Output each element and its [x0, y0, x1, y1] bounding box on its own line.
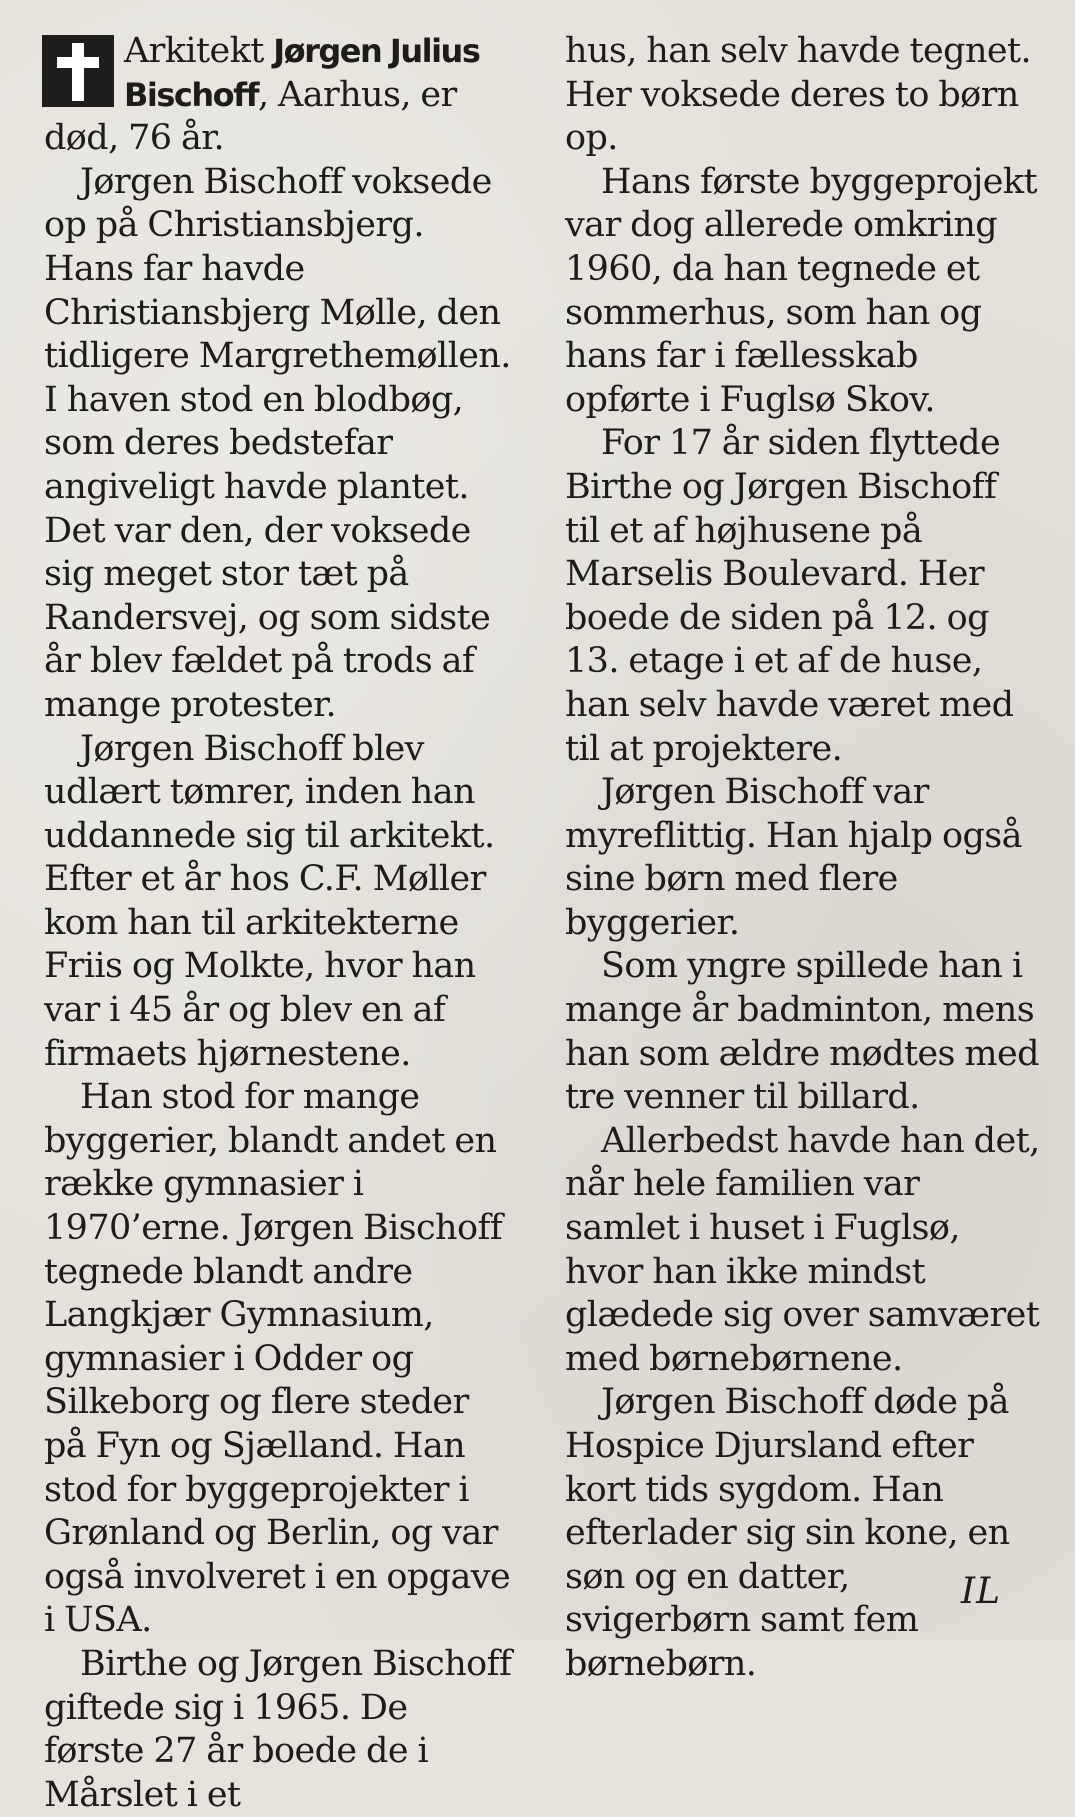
lead-prefix: Arkitekt	[124, 31, 264, 71]
cross-icon	[42, 35, 114, 107]
author-signature: IL	[960, 1571, 1001, 1612]
paragraph: Jørgen Bischoff døde på Hospice Djursland efter kort tids sygdom. Han efterlader sig sin kone, en søn og en datter, svigerbørn samt fem børnebørn.	[565, 1382, 1010, 1684]
deceased-name: Jørgen Julius Bischoff	[124, 32, 480, 114]
paragraph: Han stod for mange byggerier, blandt andet en række gymnasier i 1970’erne. Jørgen Bischoff tegnede blandt andre Langkjær Gymnasium, gymnasier i Odder og Silkeborg og flere steder på Fyn og Sjælland. Han stod for byggeprojekter i Grønland og Berlin, og var også involveret i en opgave i USA.	[44, 1077, 511, 1641]
paragraph: Hans første byggeprojekt var dog allerede omkring 1960, da han tegnede et sommerhus, som han og hans far i fællesskab opførte i Fuglsø Skov.	[565, 161, 1037, 420]
paragraph: Som yngre spillede han i mange år badminton, mens han som ældre mødtes med tre venner til billard.	[565, 946, 1039, 1118]
lead-paragraph	[44, 30, 514, 161]
lead-rest: , Aarhus, er død, 76 år.	[44, 74, 457, 159]
paragraph: Jørgen Bischoff voksede op på Christiansbjerg. Hans far havde Christiansbjerg Mølle, den tidligere Margrethemøllen. I haven stod en blodbøg, som deres bedstefar angiveligt havde plantet. Det var den, der voksede sig meget stor tæt på Randersvej, og som sidste år blev fældet på trods af mange protester.	[44, 161, 511, 725]
right-column	[565, 30, 1040, 1687]
paragraph: Jørgen Bischoff var myreflittig. Han hjalp også sine børn med flere byggerier.	[565, 772, 1022, 943]
paragraph: For 17 år siden flyttede Birthe og Jørgen Bischoff til et af højhusene på Marselis Boulevard. Her boede de siden på 12. og 13. etage i et af de huse, han selv havde været med til at projektere.	[565, 423, 1014, 769]
left-column	[44, 30, 514, 1817]
paragraph: Birthe og Jørgen Bischoff giftede sig i 1965. De første 27 år boede de i Mårslet i et	[44, 1643, 512, 1815]
paragraph: Allerbedst havde han det, når hele familien var samlet i huset i Fuglsø, hvor han ikke mindst glædede sig over samværet med børnebørnene.	[565, 1120, 1040, 1379]
paragraph-continued: hus, han selv havde tegnet. Her voksede deres to børn op.	[565, 31, 1031, 159]
paragraph: Jørgen Bischoff blev udlært tømrer, inden han uddannede sig til arkitekt. Efter et år hos C.F. Møller kom han til arkitekterne Friis og Molkte, hvor han var i 45 år og blev en af firmaets hjørnestene.	[44, 728, 495, 1074]
